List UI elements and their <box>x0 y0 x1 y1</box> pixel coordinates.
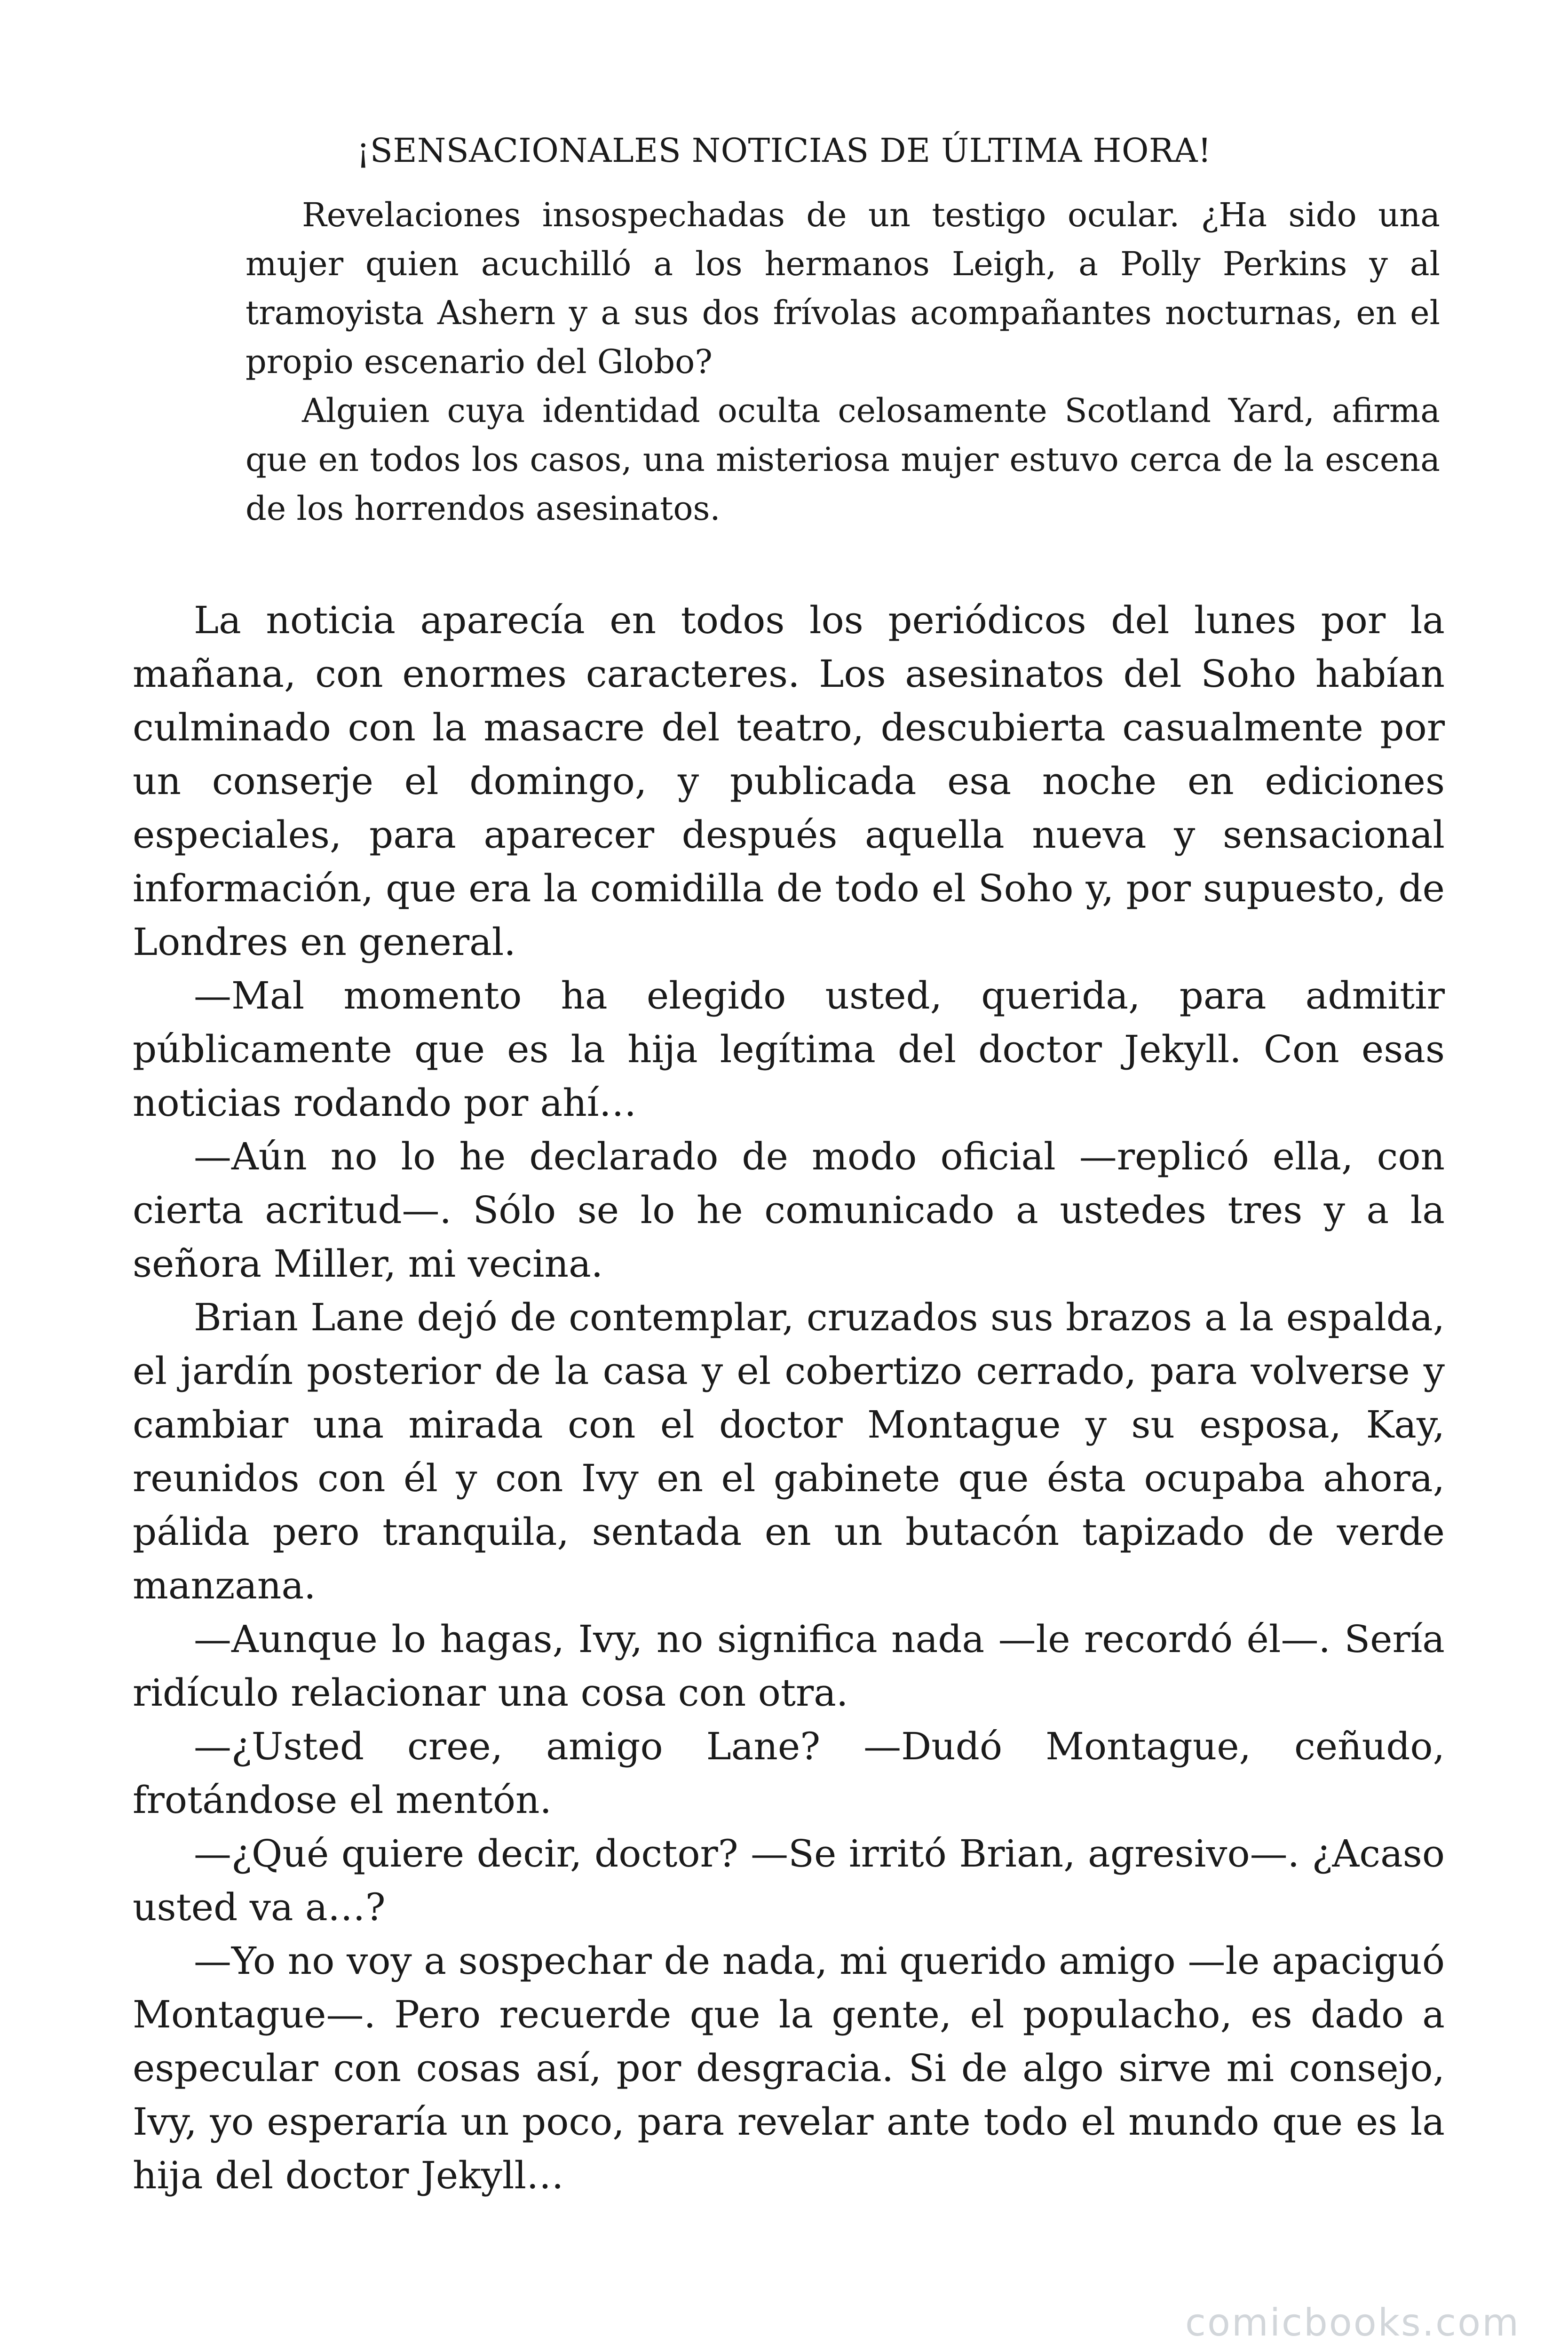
body-paragraph: —¿Usted cree, amigo Lane? —Dudó Montague, ceñudo, frotándose el mentón. <box>133 1724 1445 1822</box>
notice-paragraph: Alguien cuya identidad oculta celosamente Scotland Yard, afirma que en todos los casos, una misteriosa mujer estuvo cerca de la escena de los horrendos asesinatos. <box>245 391 1440 528</box>
body-paragraph: —¿Qué quiere decir, doctor? —Se irritó Brian, agresivo—. ¿Acaso usted va a…? <box>133 1832 1445 1929</box>
body-paragraph: —Aún no lo he declarado de modo oficial —replicó ella, con cierta acritud—. Sólo se lo he comunicado a ustedes tres y a la señora Miller, mi vecina. <box>133 1135 1445 1286</box>
site-watermark: comicbooks.com <box>1185 2301 1520 2344</box>
newspaper-notice <box>245 191 1440 533</box>
notice-paragraph: Revelaciones insospechadas de un testigo ocular. ¿Ha sido una mujer quien acuchilló a los hermanos Leigh, a Polly Perkins y al tramoyista Ashern y a sus dos frívolas acompañantes nocturnas, en el propio escenario del Globo? <box>245 196 1440 381</box>
body-paragraph: La noticia aparecía en todos los periódicos del lunes por la mañana, con enormes caracteres. Los asesinatos del Soho habían culminado con la masacre del teatro, descubierta casualmente por un conserje el domingo, y publicada esa noche en ediciones especiales, para aparecer después aquella nueva y sensacional información, que era la comidilla de todo el Soho y, por supuesto, de Londres en general. <box>133 598 1445 964</box>
body-paragraph: —Aunque lo hagas, Ivy, no significa nada —le recordó él—. Sería ridículo relacionar una cosa con otra. <box>133 1617 1445 1715</box>
body-paragraph: Brian Lane dejó de contemplar, cruzados sus brazos a la espalda, el jardín posterior de la casa y el cobertizo cerrado, para volverse y cambiar una mirada con el doctor Montague y su esposa, Kay, reunidos con él y con Ivy en el gabinete que ésta ocupaba ahora, pálida pero tranquila, sentada en un butacón tapizado de verde manzana. <box>133 1295 1445 1607</box>
body-paragraph: —Mal momento ha elegido usted, querida, para admitir públicamente que es la hija legítima del doctor Jekyll. Con esas noticias rodando por ahí… <box>133 974 1445 1125</box>
body-paragraph: —Yo no voy a sospechar de nada, mi querido amigo —le apaciguó Montague—. Pero recuerde que la gente, el populacho, es dado a especular con cosas así, por desgracia. Si de algo sirve mi consejo, Ivy, yo esperaría un poco, para revelar ante todo el mundo que es la hija del doctor Jekyll… <box>133 1939 1445 2197</box>
narrative-body <box>133 594 1445 2202</box>
page-headline: ¡SENSACIONALES NOTICIAS DE ÚLTIMA HORA! <box>356 131 1212 170</box>
